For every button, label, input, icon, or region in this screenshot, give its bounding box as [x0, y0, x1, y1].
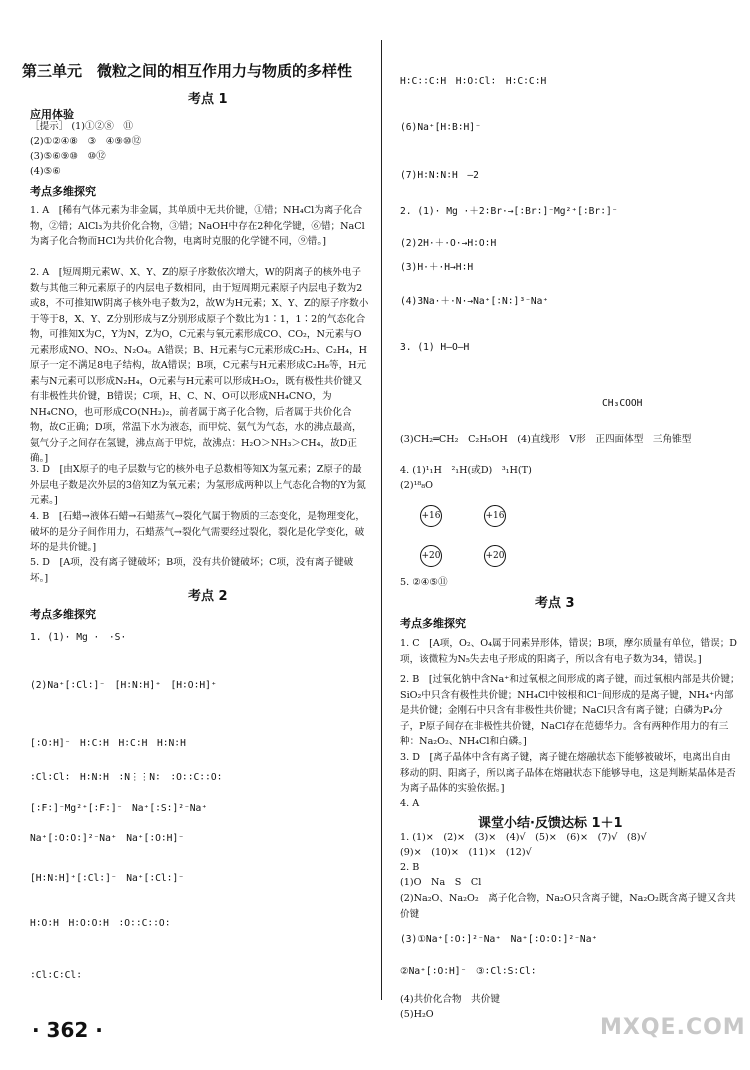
atom-diagram: +20 — [484, 545, 506, 567]
atom-diagram: +16 — [420, 505, 442, 527]
app-experience-title: 应用体验 — [30, 108, 74, 121]
answer-r4-1: 4. (1)¹₁H ²₁H(或D) ³₁H(T) — [400, 465, 532, 476]
summary-line-7: (4)共价化合物 共价键 — [400, 994, 500, 1005]
multi-explore-title-2: 考点多维探究 — [30, 608, 96, 621]
formula-line-2: (2)Na⁺[∶Cl∶]⁻ [H∶N∶H]⁺ [H∶O∶H]⁺ — [30, 680, 217, 691]
section-kd2: 考点 2 — [188, 589, 228, 604]
hint-line: ［提示］ (1)①②⑧ ⑪ — [30, 121, 133, 132]
formula-r7: (7)H∶N∶N∶H —2 — [400, 170, 479, 181]
formula-line-4: ∶Cl∶Cl∶ H∶N∶H ∶N⋮⋮N∶ ∶O∶∶C∶∶O∶ — [30, 772, 223, 783]
hint-line-3: (3)⑤⑥⑨⑩ ⑩⑫ — [30, 151, 106, 162]
answer-q1: 1. A [稀有气体元素为非金属，其单质中无共价键，①错；NH₄Cl为离子化合物，②错；AlCl₃为共价化合物，③错；NaOH中存在2种化学键，⑥错；NaCl为离子化合物而HCl为共价化合物，电离时克服的化学键不同，⑨错。] — [30, 205, 365, 247]
answer-r4-2: (2)¹⁸₈O — [400, 480, 433, 491]
formula-r3-tail: CH₃COOH — [602, 398, 643, 409]
summary-line-2: 2. B — [400, 862, 420, 873]
answer-k3-4: 4. A — [400, 798, 420, 809]
hint-line-2: (2)①②④⑧ ③ ④⑨⑩⑫ — [30, 136, 142, 147]
page-number: · 362 · — [32, 1018, 103, 1042]
formula-r2-4: (4)3Na·＋·N·→Na⁺[∶N∶]³⁻Na⁺ — [400, 296, 549, 307]
answer-r3-3: (3)CH₂═CH₂ C₂H₅OH (4)直线形 V形 正四面体型 三角锥型 — [400, 434, 692, 445]
answer-k3-2: 2. B [过氧化钠中含Na⁺和过氧根之间形成的离子键，而过氧根内部是共价键；SiO₂中只含有极性共价键；NH₄Cl中铵根和Cl⁻间形成的是离子键，NH₄⁺内部是共价键；金刚石中只含有非极性共价键；NaCl只含有离子键；白磷为P₄分子，P原子间存在非极性共价键，NaCl存在范德华力。含有两种作用力的有三种：Na₂O₂、NH₄Cl和白磷。] — [400, 674, 740, 747]
formula-r2-1: 2. (1)· Mg ·＋2∶Br·→[∶Br∶]⁻Mg²⁺[∶Br∶]⁻ — [400, 206, 618, 217]
formula-line-3: [∶O∶H]⁻ H∶C∶H H∶C∶H H∶N∶H — [30, 738, 186, 749]
summary-title: 课堂小结·反馈达标 1＋1 — [478, 816, 623, 831]
multi-explore-title: 考点多维探究 — [30, 185, 96, 198]
multi-explore-title-3: 考点多维探究 — [400, 617, 466, 630]
answer-k3-1: 1. C [A项，O₂、O₄属于同素异形体，错误；B项，摩尔质量有单位，错误；D项，该微粒为N₅失去电子形成的阳离子，所以含有电子数为34，错误。] — [400, 638, 738, 665]
unit-title: 第三单元 微粒之间的相互作用力与物质的多样性 — [22, 62, 353, 80]
summary-line-4: (2)Na₂O、Na₂O₂ 离子化合物，Na₂O只含离子键，Na₂O₂既含离子键又含共价键 — [400, 893, 736, 920]
section-kd1: 考点 1 — [188, 92, 228, 107]
answer-q3: 3. D [由X原子的电子层数与它的核外电子总数相等知X为氢元素；Z原子的最外层电子数是次外层的3倍知Z为氧元素；为氢形成两种以上气态化合物的Y为氮元素。] — [30, 464, 366, 506]
formula-line-1: 1. (1)· Mg · ·S· — [30, 632, 127, 643]
formula-r6: (6)Na⁺[H∶B∶H]⁻ — [400, 122, 481, 133]
answer-r5: 5. ②④⑤⑪ — [400, 577, 448, 588]
hint-line-4: (4)⑤⑥ — [30, 166, 61, 177]
formula-r2-2: (2)2H·＋·O·→H∶O∶H — [400, 238, 497, 249]
answer-q5: 5. D [A项，没有离子键破坏；B项，没有共价键破坏；C项，没有离子键破坏。] — [30, 557, 354, 584]
summary-formula-2: ②Na⁺[∶O∶H]⁻ ③∶Cl∶S∶Cl∶ — [400, 966, 537, 977]
summary-line-1b: (9)× (10)× (11)× (12)√ — [400, 847, 532, 858]
watermark-logo: MXQE.COM — [600, 1015, 746, 1040]
answer-k3-3: 3. D [离子晶体中含有离子键，离子键在熔融状态下能够被破坏，电离出自由移动的阴、阳离子，所以离子晶体在熔融状态下能够导电，这是判断某晶体是否为离子晶体的实验依据。] — [400, 752, 736, 794]
summary-line-1: 1. (1)× (2)× (3)× (4)√ (5)× (6)× (7)√ (8)√ — [400, 832, 647, 843]
atom-diagram: +16 — [484, 505, 506, 527]
formula-r3-1: 3. (1) H—O—H — [400, 342, 470, 353]
answer-q4: 4. B [石蜡→液体石蜡→石蜡蒸气→裂化气属于物质的三态变化，是物理变化，破坏的是分子间作用力，石蜡蒸气→裂化气需要经过裂化，裂化是化学变化，破坏的是共价键。] — [30, 511, 365, 553]
formula-top-right: H∶C∶∶C∶H H∶O∶Cl∶ H∶C∶C∶H — [400, 76, 547, 87]
formula-line-8: H∶O∶H H∶O∶O∶H ∶O∶∶C∶∶O∶ — [30, 918, 171, 929]
answer-q2: 2. A [短周期元素W、X、Y、Z的原子序数依次增大，W的阴离子的核外电子数与其他三种元素原子的内层电子数相同，由于短周期元素原子内层电子数为2或8，不可推知W阴离子核外电子数为2，故W为H元素；X、Y、Z的原子序数小于等于8，X、Y、Z分别形成与Z分别形成原子个数比为1∶1，1∶2的气态化合物，可推知X为C，Y为N，Z为O，C元素与氧元素形成CO、CO₂，N元素与O元素形成NO、NO₂、N₂O₄。A错误；B、H元素与C元素形成C₂H₂、C₂H₄，H原子一定不满足8电子结构，故A错误；B项，C元素与H元素形成C₂H₆等，H元素与N元素可以形成N₂H₄，O元素与H元素可以形成H₂O₂，既有极性共价键又有非极性共价键，B错误；C项，H、C、N、O可以形成NH₄CNO，为NH₄CNO，也可形成CO(NH₂)₂，前者属于离子化合物，后者属于共价化合物，故C正确；D项，常温下水为液态，而甲烷、氨气为气态，水的沸点最高，氨气分子之间存在氢键，沸点高于甲烷，故沸点：H₂O＞NH₃＞CH₄，故D正确。] — [30, 267, 369, 464]
section-kd3: 考点 3 — [535, 596, 575, 611]
formula-line-7: [H∶N∶H]⁺[∶Cl∶]⁻ Na⁺[∶Cl∶]⁻ — [30, 873, 184, 884]
summary-line-8: (5)H₂O — [400, 1009, 434, 1020]
formula-line-5: [∶F∶]⁻Mg²⁺[∶F∶]⁻ Na⁺[∶S∶]²⁻Na⁺ — [30, 803, 208, 814]
atom-diagram: +20 — [420, 545, 442, 567]
summary-line-3: (1)O Na S Cl — [400, 877, 482, 888]
formula-line-9: ∶Cl∶C∶Cl∶ — [30, 970, 82, 981]
column-divider — [381, 40, 382, 1000]
formula-line-6: Na⁺[∶O∶O∶]²⁻Na⁺ Na⁺[∶O∶H]⁻ — [30, 833, 184, 844]
formula-r2-3: (3)H·＋·H→H∶H — [400, 262, 474, 273]
summary-formula-1: (3)①Na⁺[∶O∶]²⁻Na⁺ Na⁺[∶O∶O∶]²⁻Na⁺ — [400, 934, 598, 945]
